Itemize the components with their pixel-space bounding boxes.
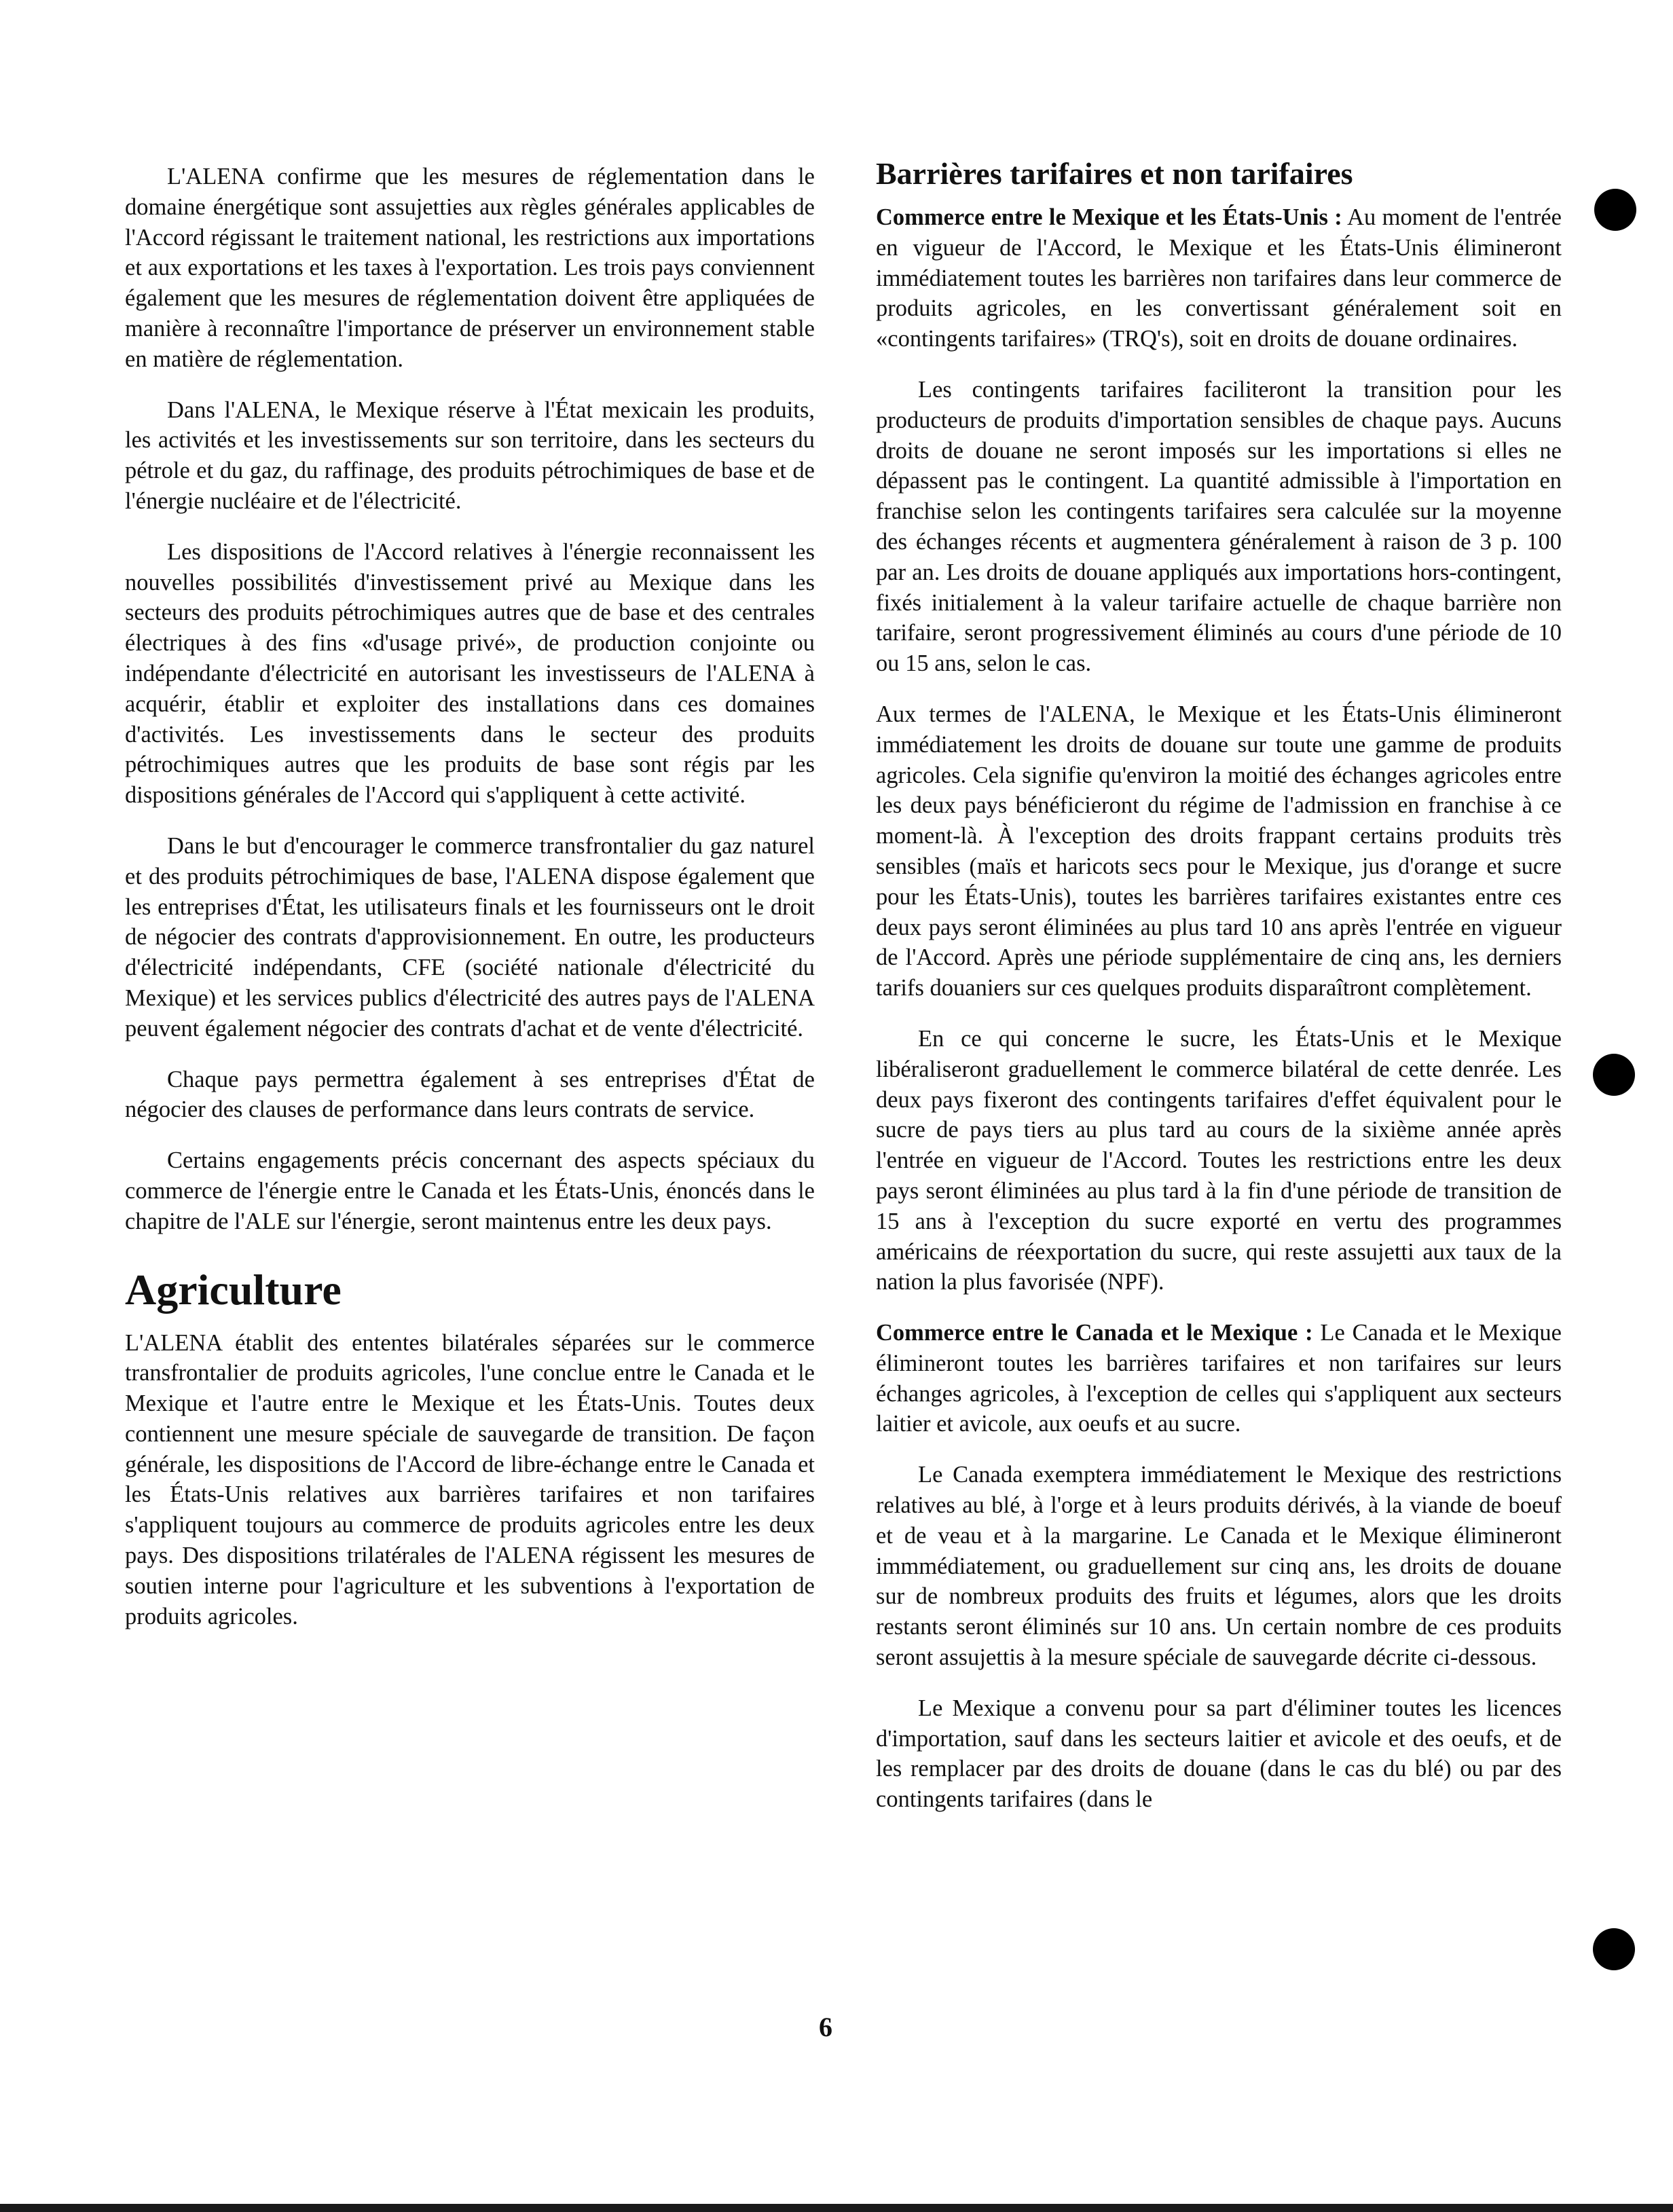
agriculture-heading: Agriculture bbox=[125, 1265, 342, 1314]
mexico-us-runin-heading: Commerce entre le Mexique et les États-Unis : bbox=[876, 204, 1342, 230]
energy-paragraph-5: Chaque pays permettra également à ses entreprises d'État de négocier des clauses de performance dans leurs contrats de service. bbox=[125, 1066, 815, 1123]
page-number: 6 bbox=[819, 2012, 832, 2042]
energy-paragraph-6: Certains engagements précis concernant des aspects spéciaux du commerce de l'énergie entre le Canada et les États-Unis, énoncés dans le chapitre de l'ALE sur l'énergie, seront maintenus entre les deux pays. bbox=[125, 1147, 815, 1234]
canada-mexico-text: Le Canada et le Mexique élimineront toutes les barrières tarifaires et non tarifaires sur leurs échanges agricoles, à l'exception de celles qui s'appliquent aux secteurs laitier et avicole, aux oeufs et au sucre. bbox=[876, 1320, 1562, 1437]
right-column bbox=[876, 155, 1562, 1835]
bottom-edge-rule bbox=[0, 2204, 1673, 2212]
canada-mexico-runin-heading: Commerce entre le Canada et le Mexique : bbox=[876, 1320, 1313, 1346]
mexico-licences-paragraph: Le Mexique a convenu pour sa part d'éliminer toutes les licences d'importation, sauf dans les secteurs laitier et avicole et des oeufs, et de les remplacer par des droits de douane (dans le cas du blé) ou par des contingents tarifaires (dans le bbox=[876, 1695, 1562, 1813]
binder-hole-bottom bbox=[1593, 1928, 1635, 1970]
sugar-paragraph: En ce qui concerne le sucre, les États-Unis et le Mexique libéraliseront graduellement le commerce bilatéral de cette denrée. Les deux pays fixeront des contingents tarifaires d'effet équivalent pour le sucre de pays tiers au plus tard au cours de la sixième année après l'entrée en vigueur de l'Accord. Toutes les restrictions entre les deux pays seront éliminées au plus tard à la fin d'une période de transition de 15 ans à l'exception du sucre exporté en vertu des programmes américains de réexportation du sucre, qui reste assujetti aux taux de la nation la plus favorisée (NPF). bbox=[876, 1025, 1562, 1295]
energy-paragraph-1: L'ALENA confirme que les mesures de réglementation dans le domaine énergétique sont assujetties aux règles générales applicables de l'Accord régissant le traitement national, les restrictions aux importations et aux exportations et les taxes à l'exportation. Les trois pays conviennent également que les mesures de réglementation doivent être appliquées de manière à reconnaître l'importance de préserver un environnement stable en matière de réglementation. bbox=[125, 164, 815, 372]
tariff-quota-paragraph: Les contingents tarifaires faciliteront la transition pour les producteurs de produits d'importation sensibles de chaque pays. Aucuns droits de douane ne seront imposés sur les importations si elles ne dépassent pas le contingent. La quantité admissible à l'importation en franchise selon les contingents tarifaires sera calculée sur la moyenne des échanges récents et augmentera généralement à raison de 3 p. 100 par an. Les droits de douane appliqués aux importations hors-contingent, fixés initialement à la valeur tarifaire actuelle de chaque barrière non tarifaire, seront progressivement éliminés au cours d'une période de 10 ou 15 ans, selon le cas. bbox=[876, 376, 1562, 677]
binder-hole-middle bbox=[1593, 1054, 1635, 1096]
binder-hole-top bbox=[1594, 189, 1636, 231]
canada-exemption-paragraph: Le Canada exemptera immédiatement le Mexique des restrictions relatives au blé, à l'orge et à leurs produits dérivés, à la viande de boeuf et de veau et à la margarine. Le Canada et le Mexique élimineront immmédiatement, ou graduellement sur cinq ans, les droits de douane sur de nombreux produits des fruits et légumes, alors que les droits restants seront éliminés sur 10 ans. Un certain nombre de ces produits seront assujettis à la mesure spéciale de sauvegarde décrite ci-dessous. bbox=[876, 1462, 1562, 1671]
canada-mexico-paragraph bbox=[876, 1318, 1562, 1439]
mexico-us-paragraph bbox=[876, 202, 1562, 354]
mexico-us-text: Au moment de l'entrée en vigueur de l'Accord, le Mexique et les États-Unis élimineront immédiatement toutes les barrières non tarifaires dans leur commerce de produits agricoles, en les convertissant généralement soit en «contingents tarifaires» (TRQ's), soit en droits de douane ordinaires. bbox=[876, 204, 1562, 352]
tariff-barriers-heading: Barrières tarifaires et non tarifaires bbox=[876, 156, 1353, 191]
nafta-terms-paragraph: Aux termes de l'ALENA, le Mexique et les États-Unis élimineront immédiatement les droits de douane sur toute une gamme de produits agricoles. Cela signifie qu'environ la moitié des échanges agricoles entre les deux pays bénéficieront du régime de l'admission en franchise à ce moment-là. À l'exception des droits frappant certains produits très sensibles (maïs et haricots secs pour le Mexique, jus d'orange et sucre pour les États-Unis), toutes les barrières tarifaires existantes entre ces deux pays seront éliminées au plus tard 10 ans après l'entrée en vigueur de l'Accord. Après une période supplémentaire de cinq ans, les derniers tarifs douaniers sur ces quelques produits disparaîtront complètement. bbox=[876, 701, 1562, 1001]
agriculture-paragraph: L'ALENA établit des ententes bilatérales séparées sur le commerce transfrontalier de produits agricoles, l'une conclue entre le Canada et le Mexique et l'autre entre le Mexique et les États-Unis. Toutes deux contiennent une mesure spéciale de sauvegarde de transition. De façon générale, les dispositions de l'Accord de libre-échange entre le Canada et les États-Unis relatives aux barrières tarifaires et non tarifaires s'appliquent toujours au commerce de produits agricoles entre les deux pays. Des dispositions trilatérales de l'ALENA régissent les mesures de soutien interne pour l'agriculture et les subventions à l'exportation de produits agricoles. bbox=[125, 1329, 815, 1629]
left-column bbox=[125, 162, 815, 1652]
energy-paragraph-2: Dans l'ALENA, le Mexique réserve à l'État mexicain les produits, les activités et les investissements sur son territoire, dans les secteurs du pétrole et du gaz, du raffinage, des produits pétrochimiques de base et de l'énergie nucléaire et de l'électricité. bbox=[125, 397, 815, 514]
energy-paragraph-4: Dans le but d'encourager le commerce transfrontalier du gaz naturel et des produits pétrochimiques de base, l'ALENA dispose également que les entreprises d'État, les utilisateurs finals et les fournisseurs ont le droit de négocier des contrats d'approvisionnement. En outre, les producteurs d'électricité indépendants, CFE (société nationale d'électricité du Mexique) et les services publics d'électricité des autres pays de l'ALENA peuvent également négocier des contrats d'achat et de vente d'électricité. bbox=[125, 832, 815, 1042]
energy-paragraph-3: Les dispositions de l'Accord relatives à l'énergie reconnaissent les nouvelles possibilités d'investissement privé au Mexique dans les secteurs des produits pétrochimiques autres que de base et des centrales électriques à des fins «d'usage privé», de production conjointe ou indépendante d'électricité en autorisant les investisseurs de l'ALENA à acquérir, établir et exploiter des installations dans ces domaines d'activités. Les investissements dans le secteur des produits pétrochimiques autres que les produits de base sont régis par les dispositions générales de l'Accord qui s'appliquent à cette activité. bbox=[125, 538, 815, 809]
